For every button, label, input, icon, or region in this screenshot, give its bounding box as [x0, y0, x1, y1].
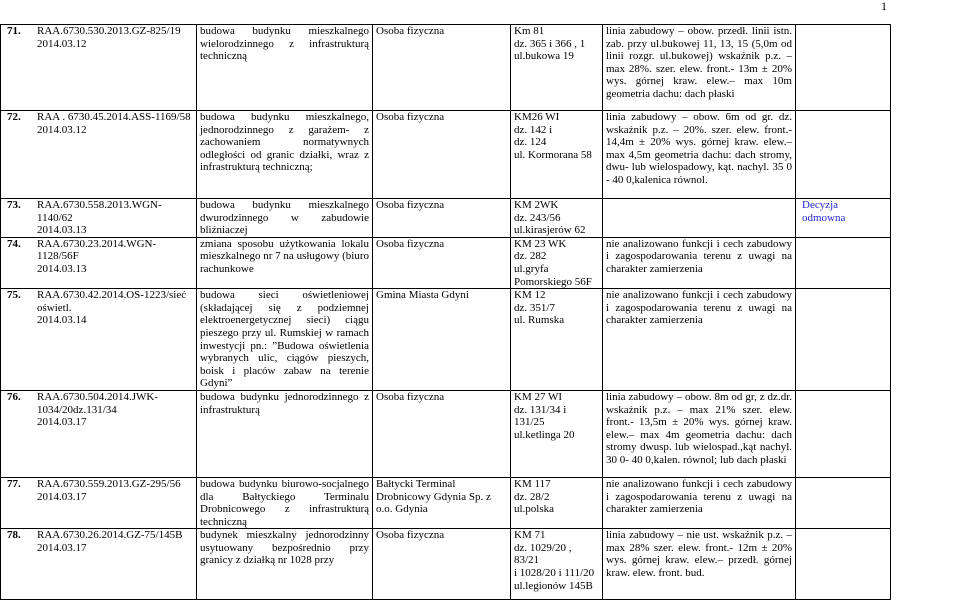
location-line: KM 2WK: [514, 199, 599, 212]
location-line: Km 81: [514, 25, 599, 38]
location-line: dz. 131/34 i 131/25: [514, 404, 599, 429]
location: [511, 478, 602, 516]
project-subject: budowa budynku mieszkalnego dwurodzinnego w zabudowie bliźniaczej: [197, 199, 372, 237]
planning-conditions: linia zabudowy – obow. przedł. linii istn. zab. przy ul.bukowej 11, 13, 15 (5,0m od linii rozgr. ul.bukowej) wskaźnik p.z. – max 28%. szer. elew. front.- 13m ± 20% wys. górnej kraw. elew.– max 10m geometria dachu: dach płaski: [603, 25, 795, 101]
investor: Gmina Miasta Gdyni: [373, 289, 510, 302]
location: [511, 238, 602, 288]
row-number: 74.: [7, 238, 37, 276]
case-signature-line: 2014.03.12: [37, 38, 181, 51]
case-signature-line: 2014.03.17: [37, 542, 182, 555]
row-number: 71.: [7, 25, 37, 50]
cell-decision: [796, 477, 891, 528]
cell-conditions: [603, 390, 796, 477]
cell-subject: [197, 529, 373, 600]
decisions-table: [0, 24, 960, 600]
cell-subject: [197, 199, 373, 238]
investor: Osoba fizyczna: [373, 199, 510, 212]
location: [511, 111, 602, 161]
location-line: KM 27 WI: [514, 391, 599, 404]
location-line: dz. 124: [514, 136, 599, 149]
cell-location: [511, 529, 603, 600]
table-row: [1, 25, 960, 111]
case-signature-line: 2014.03.13: [37, 263, 196, 276]
cell-investor: [373, 237, 511, 288]
cell-decision: [796, 25, 891, 111]
cell-location: [511, 25, 603, 111]
cell-conditions: [603, 289, 796, 391]
location-line: dz. 351/7: [514, 302, 599, 315]
case-signature: [37, 478, 181, 503]
location-line: i 1028/20 i 111/20: [514, 567, 599, 580]
cell-conditions: [603, 529, 796, 600]
cell-investor: [373, 477, 511, 528]
case-signature: [37, 529, 182, 554]
case-signature: [37, 289, 186, 327]
table-row: [1, 477, 960, 528]
cell-subject: [197, 111, 373, 199]
cell-subject: [197, 237, 373, 288]
location-line: ul. Rumska: [514, 314, 599, 327]
case-signature-line: RAA . 6730.45.2014.ASS-1169/58: [37, 111, 191, 124]
cell-decision: [796, 390, 891, 477]
cell-subject: [197, 390, 373, 477]
cell-subject: [197, 477, 373, 528]
case-signature-line: RAA.6730.504.2014.JWK-: [37, 391, 158, 404]
row-number: 72.: [7, 111, 37, 136]
cell-conditions: [603, 237, 796, 288]
case-signature-line: RAA.6730.530.2013.GZ-825/19: [37, 25, 181, 38]
row-number: 76.: [7, 391, 37, 429]
location-line: Pomorskiego 56F: [514, 276, 599, 289]
investor: Osoba fizyczna: [373, 391, 510, 404]
cell-location: [511, 111, 603, 199]
case-signature: [37, 111, 191, 136]
cell-conditions: [603, 25, 796, 111]
table-row: [1, 111, 960, 199]
cell-investor: [373, 111, 511, 199]
investor: Osoba fizyczna: [373, 111, 510, 124]
case-signature: [37, 391, 158, 429]
cell-signature: [1, 25, 197, 111]
case-signature-line: 2014.03.17: [37, 491, 181, 504]
cell-decision: [796, 111, 891, 199]
case-signature-line: oświetl.: [37, 302, 186, 315]
planning-conditions: linia zabudowy – obow. 8m od gr, z dz.dr. wskaźnik p.z. – max 21% szer. elew. front.- 13,5m ± 20% wys. górnej kraw. elew.– max 4m geometria dachu: dach stromy dwusp. lub wielospad.,kąt nachyl. 30 0- 40 0,kalen. równol; lub dach płaski: [603, 391, 795, 467]
investor: Bałtycki Terminal Drobnicowy Gdynia Sp. z o.o. Gdynia: [373, 478, 510, 516]
decision: Decyzja odmowna: [796, 199, 890, 224]
investor: Osoba fizyczna: [373, 25, 510, 38]
planning-conditions: nie analizowano funkcji i cech zabudowy i zagospodarowania terenu z uwagi na charakter zamierzenia: [603, 238, 795, 276]
cell-location: [511, 289, 603, 391]
location-line: dz. 282: [514, 250, 599, 263]
row-number: 78.: [7, 529, 37, 554]
project-subject: budynek mieszkalny jednorodzinny usytuowany bezpośrednio przy granicy z działką nr 1028 przy: [197, 529, 372, 567]
case-signature-line: RAA.6730.558.2013.WGN-1140/62: [37, 199, 196, 224]
cell-conditions: [603, 199, 796, 238]
case-signature-line: RAA.6730.559.2013.GZ-295/56: [37, 478, 181, 491]
table-body: [1, 25, 960, 600]
location-line: ul.legionów 145B: [514, 580, 599, 593]
case-signature: [37, 199, 196, 237]
location-line: dz. 1029/20 , 83/21: [514, 542, 599, 567]
cell-investor: [373, 25, 511, 111]
case-signature-line: 2014.03.13: [37, 224, 196, 237]
cell-decision: [796, 529, 891, 600]
location-line: ul.kirasjerów 62: [514, 224, 599, 237]
cell-conditions: [603, 111, 796, 199]
cell-conditions: [603, 477, 796, 528]
planning-conditions: linia zabudowy – obow. 6m od gr. dz. wskaźnik p.z. – 20%. szer. elew. front.- 14,4m ± 20% wys. górnej kraw. elew.– max 4,5m geometria dachu: dach stromy, dwu- lub wielospadowy, kąt. nachyl. 35 0 - 40 0,kalenica równol.: [603, 111, 795, 187]
location: [511, 289, 602, 327]
cell-subject: [197, 289, 373, 391]
planning-conditions: linia zabudowy – nie ust. wskaźnik p.z. – max 28% szer. elew. front.- 12m ± 20% wys. górnej kraw. elew.– przedł. górnej kraw. elew. front. bud.: [603, 529, 795, 579]
cell-signature: [1, 111, 197, 199]
cell-location: [511, 199, 603, 238]
cell-subject: [197, 25, 373, 111]
table-row: [1, 237, 960, 288]
cell-signature: [1, 199, 197, 238]
investor: Osoba fizyczna: [373, 529, 510, 542]
location-line: KM 71: [514, 529, 599, 542]
location-line: dz. 365 i 366 , 1: [514, 38, 599, 51]
location-line: dz. 28/2: [514, 491, 599, 504]
cell-signature: [1, 390, 197, 477]
table-row: [1, 390, 960, 477]
location: [511, 529, 602, 592]
project-subject: zmiana sposobu użytkowania lokalu mieszkalnego nr 7 na usługowy (biuro rachunkowe: [197, 238, 372, 276]
table-row: [1, 199, 960, 238]
case-signature-line: RAA.6730.26.2014.GZ-75/145B: [37, 529, 182, 542]
location-line: ul. Kormorana 58: [514, 149, 599, 162]
cell-location: [511, 390, 603, 477]
cell-investor: [373, 390, 511, 477]
case-signature-line: RAA.6730.42.2014.OS-1223/sieć: [37, 289, 186, 302]
case-signature: [37, 25, 181, 50]
case-signature-line: 2014.03.12: [37, 124, 191, 137]
cell-decision: [796, 237, 891, 288]
cell-location: [511, 477, 603, 528]
case-signature: [37, 238, 196, 276]
case-signature-line: 2014.03.14: [37, 314, 186, 327]
cell-signature: [1, 237, 197, 288]
location-line: ul.polska: [514, 503, 599, 516]
project-subject: budowa sieci oświetleniowej (składającej się z podziemnej elektroenergetycznej sieci) ciągu pieszego przy ul. Rumskiej w ramach inwestycji pn.: ”Budowa oświetlenia wybranych ulic, ciągów pieszych, boisk i placów zabaw na terenie Gdyni”: [197, 289, 372, 390]
location-line: KM 12: [514, 289, 599, 302]
row-number: 73.: [7, 199, 37, 237]
location-line: dz. 142 i: [514, 124, 599, 137]
cell-location: [511, 237, 603, 288]
case-signature-line: 2014.03.17: [37, 416, 158, 429]
case-signature-line: 1034/20dz.131/34: [37, 404, 158, 417]
location-line: ul.bukowa 19: [514, 50, 599, 63]
planning-conditions: nie analizowano funkcji i cech zabudowy i zagospodarowania terenu z uwagi na charakter zamierzenia: [603, 478, 795, 516]
location-line: dz. 243/56: [514, 212, 599, 225]
case-signature-line: RAA.6730.23.2014.WGN-1128/56F: [37, 238, 196, 263]
project-subject: budowa budynku mieszkalnego, jednorodzinnego z garażem- z zachowaniem normatywnych odległości od granic działki, wraz z infrastrukturą techniczną;: [197, 111, 372, 174]
cell-investor: [373, 529, 511, 600]
row-number: 77.: [7, 478, 37, 503]
cell-signature: [1, 477, 197, 528]
location-line: KM26 WI: [514, 111, 599, 124]
project-subject: budowa budynku mieszkalnego wielorodzinnego z infrastrukturą techniczną: [197, 25, 372, 63]
location-line: KM 23 WK: [514, 238, 599, 251]
table-row: [1, 289, 960, 391]
location: [511, 25, 602, 63]
cell-investor: [373, 199, 511, 238]
row-number: 75.: [7, 289, 37, 327]
project-subject: budowa budynku jednorodzinnego z infrastrukturą: [197, 391, 372, 416]
project-subject: budowa budynku biurowo-socjalnego dla Bałtyckiego Terminalu Drobnicowego z infrastrukturą techniczną: [197, 478, 372, 528]
investor: Osoba fizyczna: [373, 238, 510, 251]
page-number: 1: [881, 0, 887, 12]
cell-decision: [796, 289, 891, 391]
cell-signature: [1, 289, 197, 391]
location: [511, 391, 602, 441]
table-row: [1, 529, 960, 600]
cell-signature: [1, 529, 197, 600]
cell-investor: [373, 289, 511, 391]
location-line: ul.gryfa: [514, 263, 599, 276]
location-line: ul.ketlinga 20: [514, 429, 599, 442]
location: [511, 199, 602, 237]
cell-decision: [796, 199, 891, 238]
planning-conditions: nie analizowano funkcji i cech zabudowy i zagospodarowania terenu z uwagi na charakter zamierzenia: [603, 289, 795, 327]
location-line: KM 117: [514, 478, 599, 491]
